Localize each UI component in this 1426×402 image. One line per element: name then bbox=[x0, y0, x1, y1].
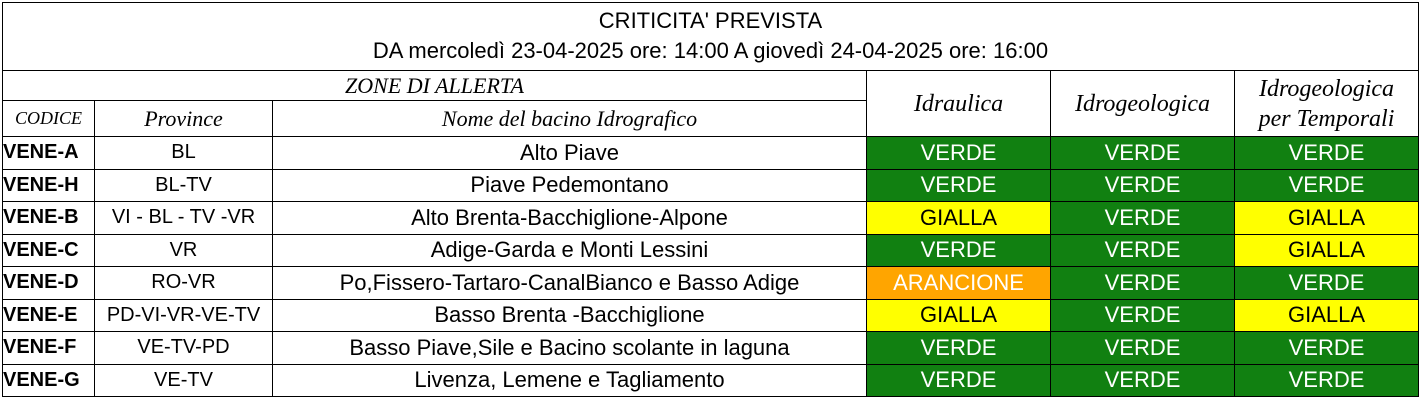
storm-level: GIALLA bbox=[1235, 234, 1419, 267]
storm-level: GIALLA bbox=[1235, 299, 1419, 332]
forecast-period: DA mercoledì 23-04-2025 ore: 14:00 A giovedì 24-04-2025 ore: 16:00 bbox=[372, 37, 1049, 63]
hydrogeological-level: VERDE bbox=[1051, 332, 1235, 365]
table-row bbox=[3, 267, 1419, 300]
zone-provinces: VE-TV bbox=[95, 364, 273, 397]
zone-code: VENE-E bbox=[3, 299, 95, 332]
hydraulic-level: VERDE bbox=[867, 234, 1051, 267]
zone-code: VENE-C bbox=[3, 234, 95, 267]
criticality-table bbox=[2, 2, 1419, 397]
basin-name: Adige-Garda e Monti Lessini bbox=[273, 234, 867, 267]
table-row bbox=[3, 234, 1419, 267]
storm-header-line2: per Temporali bbox=[1258, 105, 1395, 132]
zone-code: VENE-A bbox=[3, 137, 95, 170]
zone-provinces: VE-TV-PD bbox=[95, 332, 273, 365]
table-row bbox=[3, 299, 1419, 332]
basin-name: Alto Brenta-Bacchiglione-Alpone bbox=[273, 202, 867, 235]
table-row bbox=[3, 332, 1419, 365]
zone-provinces: PD-VI-VR-VE-TV bbox=[95, 299, 273, 332]
table-row bbox=[3, 202, 1419, 235]
hydrogeological-level: VERDE bbox=[1051, 364, 1235, 397]
hydrogeological-level: VERDE bbox=[1051, 299, 1235, 332]
hydrogeological-level: VERDE bbox=[1051, 169, 1235, 202]
storm-header-line1: Idrogeologica bbox=[1258, 75, 1395, 102]
table-row bbox=[3, 364, 1419, 397]
code-header: CODICE bbox=[3, 101, 95, 137]
hydraulic-level: VERDE bbox=[867, 169, 1051, 202]
hydraulic-level: VERDE bbox=[867, 332, 1051, 365]
hydraulic-level: GIALLA bbox=[867, 202, 1051, 235]
basin-name: Livenza, Lemene e Tagliamento bbox=[273, 364, 867, 397]
zone-provinces: RO-VR bbox=[95, 267, 273, 300]
zone-code: VENE-F bbox=[3, 332, 95, 365]
zone-provinces: BL bbox=[95, 137, 273, 170]
zone-header: ZONE DI ALLERTA bbox=[3, 71, 867, 101]
storm-level: GIALLA bbox=[1235, 202, 1419, 235]
hydraulic-level: VERDE bbox=[867, 137, 1051, 170]
hydraulic-level: ARANCIONE bbox=[867, 267, 1051, 300]
storm-level: VERDE bbox=[1235, 137, 1419, 170]
zone-code: VENE-G bbox=[3, 364, 95, 397]
hydraulic-level: GIALLA bbox=[867, 299, 1051, 332]
zone-provinces: VI - BL - TV -VR bbox=[95, 202, 273, 235]
basin-name: Basso Brenta -Bacchiglione bbox=[273, 299, 867, 332]
basin-name: Basso Piave,Sile e Bacino scolante in laguna bbox=[273, 332, 867, 365]
hydrogeological-level: VERDE bbox=[1051, 267, 1235, 300]
zone-code: VENE-B bbox=[3, 202, 95, 235]
report-title: CRITICITA' PREVISTA bbox=[598, 7, 823, 33]
title-cell bbox=[3, 3, 1419, 71]
hydrogeological-header: Idrogeologica bbox=[1051, 71, 1235, 137]
storm-header bbox=[1235, 71, 1419, 137]
hydraulic-header: Idraulica bbox=[867, 71, 1051, 137]
zone-header-row bbox=[3, 71, 1419, 101]
storm-level: VERDE bbox=[1235, 364, 1419, 397]
hydrogeological-level: VERDE bbox=[1051, 202, 1235, 235]
zone-code: VENE-D bbox=[3, 267, 95, 300]
zone-provinces: BL-TV bbox=[95, 169, 273, 202]
storm-level: VERDE bbox=[1235, 332, 1419, 365]
hydraulic-level: VERDE bbox=[867, 364, 1051, 397]
table-row bbox=[3, 169, 1419, 202]
zone-code: VENE-H bbox=[3, 169, 95, 202]
table-row bbox=[3, 137, 1419, 170]
hydrogeological-level: VERDE bbox=[1051, 137, 1235, 170]
basin-name: Piave Pedemontano bbox=[273, 169, 867, 202]
storm-level: VERDE bbox=[1235, 267, 1419, 300]
zone-provinces: VR bbox=[95, 234, 273, 267]
basin-header: Nome del bacino Idrografico bbox=[273, 101, 867, 137]
storm-level: VERDE bbox=[1235, 169, 1419, 202]
provinces-header: Province bbox=[95, 101, 273, 137]
title-row bbox=[3, 3, 1419, 71]
basin-name: Alto Piave bbox=[273, 137, 867, 170]
basin-name: Po,Fissero-Tartaro-CanalBianco e Basso Adige bbox=[273, 267, 867, 300]
hydrogeological-level: VERDE bbox=[1051, 234, 1235, 267]
